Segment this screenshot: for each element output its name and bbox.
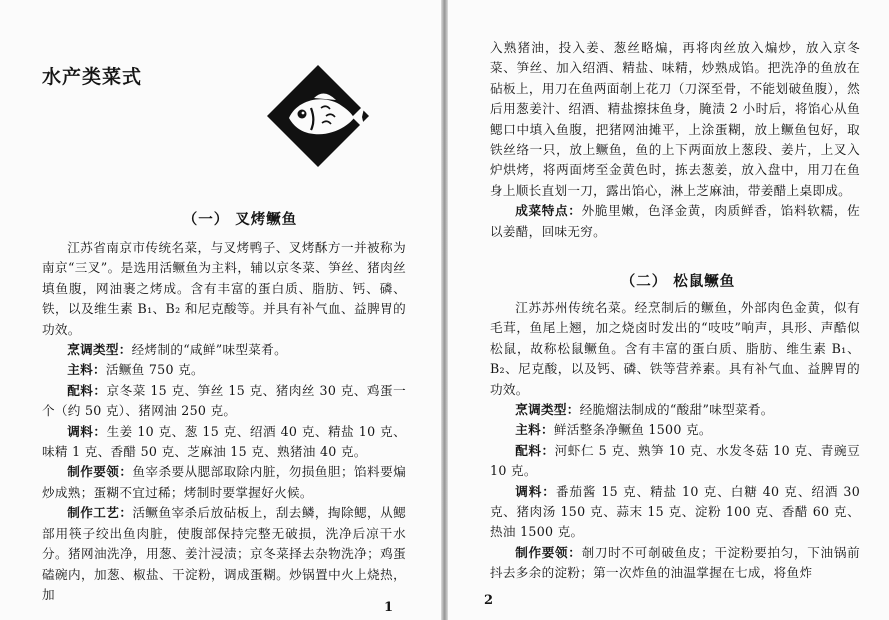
main-ingredient-label: 主料：: [515, 422, 554, 438]
book-gutter: [441, 0, 448, 620]
recipe-2-side-ingredients: [490, 441, 860, 482]
recipe-1-body: [42, 238, 406, 605]
fish-in-diamond-icon: [266, 64, 370, 168]
recipe-2-body: [490, 298, 860, 584]
main-ingredient-label: 主料：: [67, 362, 106, 378]
cooking-type-text: 经烤制的“咸鲜”味型菜肴。: [131, 342, 287, 358]
recipe-2-essentials: [490, 543, 860, 584]
recipe-1-side-ingredients: [42, 381, 406, 422]
page-number-2: 2: [484, 593, 494, 608]
process-label: 制作工艺：: [67, 505, 133, 521]
features-text: 外脆里嫩，色泽金黄，肉质鲜香，馅料软糯，佐以姜醋，回味无穷。: [490, 203, 860, 239]
recipe-2-intro: 江苏苏州传统名菜。经烹制后的鳜鱼，外部肉色金黄，似有毛茸，鱼尾上翘，加之烧卤时发出的“吱吱”响声，具形、声酷似松鼠，故称松鼠鳜鱼。含有丰富的蛋白质、脂肪、维生素 B₁、B₂、尼克酸，以及钙、磷、铁等营养素。具有补气血、益脾胃的功效。: [490, 300, 860, 397]
recipe-2-main-ingredient: [490, 420, 860, 440]
cooking-type-label: 烹调类型：: [67, 342, 132, 358]
seasoning-text: 生姜 10 克、葱 15 克、绍酒 40 克、精盐 10 克、味精 1 克、香醋 50 克、芝麻油 15 克、熟猪油 40 克。: [42, 423, 406, 460]
essentials-label: 制作要领：: [515, 544, 582, 560]
chapter-title: 水产类菜式: [42, 66, 143, 88]
side-ingredients-label: 配料：: [67, 382, 107, 398]
essentials-text: 鱼宰杀要从腮部取除内脏，勿损鱼胆；馅料要煸炒成熟；蛋糊不宜过稀；烤制时要掌握好火候。: [42, 464, 406, 500]
recipe-2-cooking-type: [490, 400, 860, 420]
section-title-1: （一） 叉烤鳜鱼: [182, 212, 298, 228]
recipe-1-process: [42, 503, 406, 605]
process-text: 活鳜鱼宰杀后放砧板上，刮去鳞，掏除鳃，从鳃部用筷子绞出鱼肉脏，使腹部保持完整无破损，洗净后凉干水分。猪网油洗净，用葱、姜汁浸渍；京冬菜择去杂物洗净；鸡蛋磕碗内，加葱、椒盐、干淀粉，调成蛋糊。炒锅置中火上烧热，加: [42, 505, 406, 602]
side-ingredients-label: 配料：: [515, 442, 555, 458]
essentials-label: 制作要领：: [67, 464, 133, 480]
features-label: 成菜特点：: [515, 203, 582, 219]
left-page: [0, 0, 441, 620]
seasoning-text: 番茄酱 15 克、精盐 10 克、白糖 40 克、绍酒 30 克、猪肉汤 150 克、蒜末 15 克、淀粉 100 克、香醋 60 克、热油 1500 克。: [490, 483, 861, 540]
seasoning-label: 调料：: [515, 483, 556, 499]
page-number-1: 1: [384, 600, 394, 615]
main-ingredient-text: 鲜活整条净鳜鱼 1500 克。: [553, 422, 712, 438]
recipe-1-intro: 江苏省南京市传统名菜，与叉烤鸭子、叉烤酥方一并被称为南京“三叉”。是选用活鳜鱼为主料，辅以京冬菜、笋丝、猪肉丝填鱼腹，网油裹之烤成。含有丰富的蛋白质、脂肪、钙、磷、铁，以及维生素 B₁、B₂ 和尼克酸等。并具有补气血、益脾胃的功效。: [42, 240, 406, 337]
essentials-text: 剞刀时不可剞破鱼皮；干淀粉要拍匀，下油锅前抖去多余的淀粉；第一次炸鱼的油温掌握在七成，将鱼炸: [490, 544, 860, 581]
recipe-1-features: [490, 201, 860, 242]
recipe-1-main-ingredient: [42, 360, 406, 380]
section-title-2: （二） 松鼠鳜鱼: [620, 274, 736, 290]
cooking-type-label: 烹调类型：: [515, 402, 580, 418]
recipe-1-essentials: [42, 462, 406, 503]
recipe-1-body-continued: [490, 38, 860, 242]
cooking-type-text: 经脆熘法制成的“酸甜”味型菜肴。: [579, 402, 774, 418]
seasoning-label: 调料：: [67, 423, 107, 439]
recipe-1-cooking-type: [42, 340, 406, 360]
recipe-1-seasoning: [42, 422, 406, 463]
side-ingredients-text: 河虾仁 5 克、熟笋 10 克、水发冬菇 10 克、青豌豆 10 克。: [490, 442, 860, 479]
recipe-2-seasoning: [490, 482, 860, 543]
right-page: [448, 0, 889, 620]
recipe-1-process-continued: 入熟猪油，投入姜、葱丝略煸，再将肉丝放入煸炒，放入京冬菜、笋丝、加入绍酒、精盐、味精，炒熟成馅。把洗净的鱼放在砧板上，用刀在鱼两面剞上花刀（刀深至骨，不能划破鱼腹），然后用葱姜汁、绍酒、精盐擦抹鱼身，腌渍 2 小时后，将馅心从鱼鳃口中填入鱼腹，把猪网油摊平，上涂蛋糊，放上鳜鱼包好，取铁丝络一只，放上鳜鱼，鱼的上下两面放上葱段、姜片，上叉入炉烘烤，将两面烤至金黄色时，拣去葱姜，放入盘中，用刀在鱼身上顺长直划一刀，露出馅心，淋上芝麻油，带姜醋上桌即成。: [490, 40, 860, 198]
side-ingredients-text: 京冬菜 15 克、笋丝 15 克、猪肉丝 30 克、鸡蛋一个（约 50 克）、猪网油 250 克。: [42, 382, 406, 419]
main-ingredient-text: 活鳜鱼 750 克。: [105, 362, 204, 378]
